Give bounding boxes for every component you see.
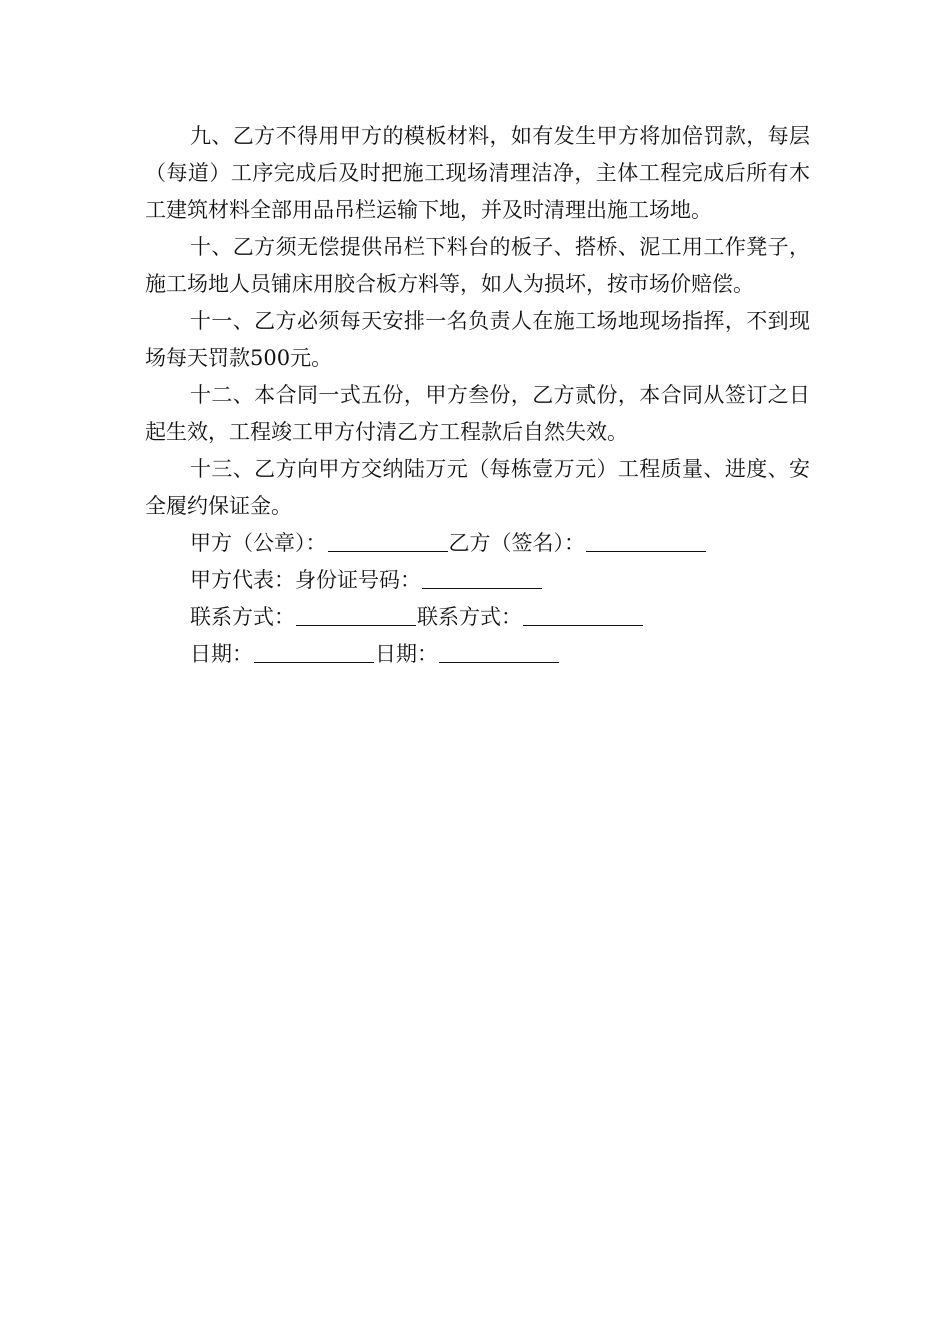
clause-11: 十一、乙方必须每天安排一名负责人在施工场地现场指挥，不到现场每天罚款500元。 — [145, 309, 810, 370]
signature-line-dates — [145, 636, 810, 673]
clause-10: 十、乙方须无偿提供吊栏下料台的板子、搭桥、泥工用工作凳子，施工场地人员铺床用胶合板方料等，如人为损坏，按市场价赔偿。 — [145, 235, 810, 296]
party-a-seal-blank — [328, 531, 448, 552]
document-body — [145, 118, 810, 673]
contact-b-blank — [523, 605, 643, 626]
clause-13: 十三、乙方向甲方交纳陆万元（每栋壹万元）工程质量、进度、安全履约保证金。 — [145, 457, 810, 518]
contact-a-label: 联系方式： — [190, 605, 295, 629]
signature-line-parties — [145, 525, 810, 562]
party-b-sign-label: 乙方（签名）： — [448, 531, 585, 555]
id-number-blank — [422, 568, 542, 589]
contact-b-label: 联系方式： — [417, 605, 522, 629]
date-b-label: 日期： — [375, 642, 438, 666]
date-a-blank — [254, 642, 374, 663]
date-a-label: 日期： — [190, 642, 253, 666]
clause-12: 十二、本合同一式五份，甲方叁份，乙方贰份，本合同从签订之日起生效，工程竣工甲方付清乙方工程款后自然失效。 — [145, 383, 810, 444]
party-a-rep-label: 甲方代表：身份证号码： — [190, 568, 421, 592]
party-b-sign-blank — [586, 531, 706, 552]
date-b-blank — [439, 642, 559, 663]
signature-line-contacts — [145, 599, 810, 636]
signature-line-representative — [145, 562, 810, 599]
party-a-seal-label: 甲方（公章）： — [190, 531, 327, 555]
clause-9: 九、乙方不得用甲方的模板材料，如有发生甲方将加倍罚款，每层（每道）工序完成后及时把施工现场清理洁净，主体工程完成后所有木工建筑材料全部用品吊栏运输下地，并及时清理出施工场地。 — [145, 124, 810, 222]
contact-a-blank — [296, 605, 416, 626]
